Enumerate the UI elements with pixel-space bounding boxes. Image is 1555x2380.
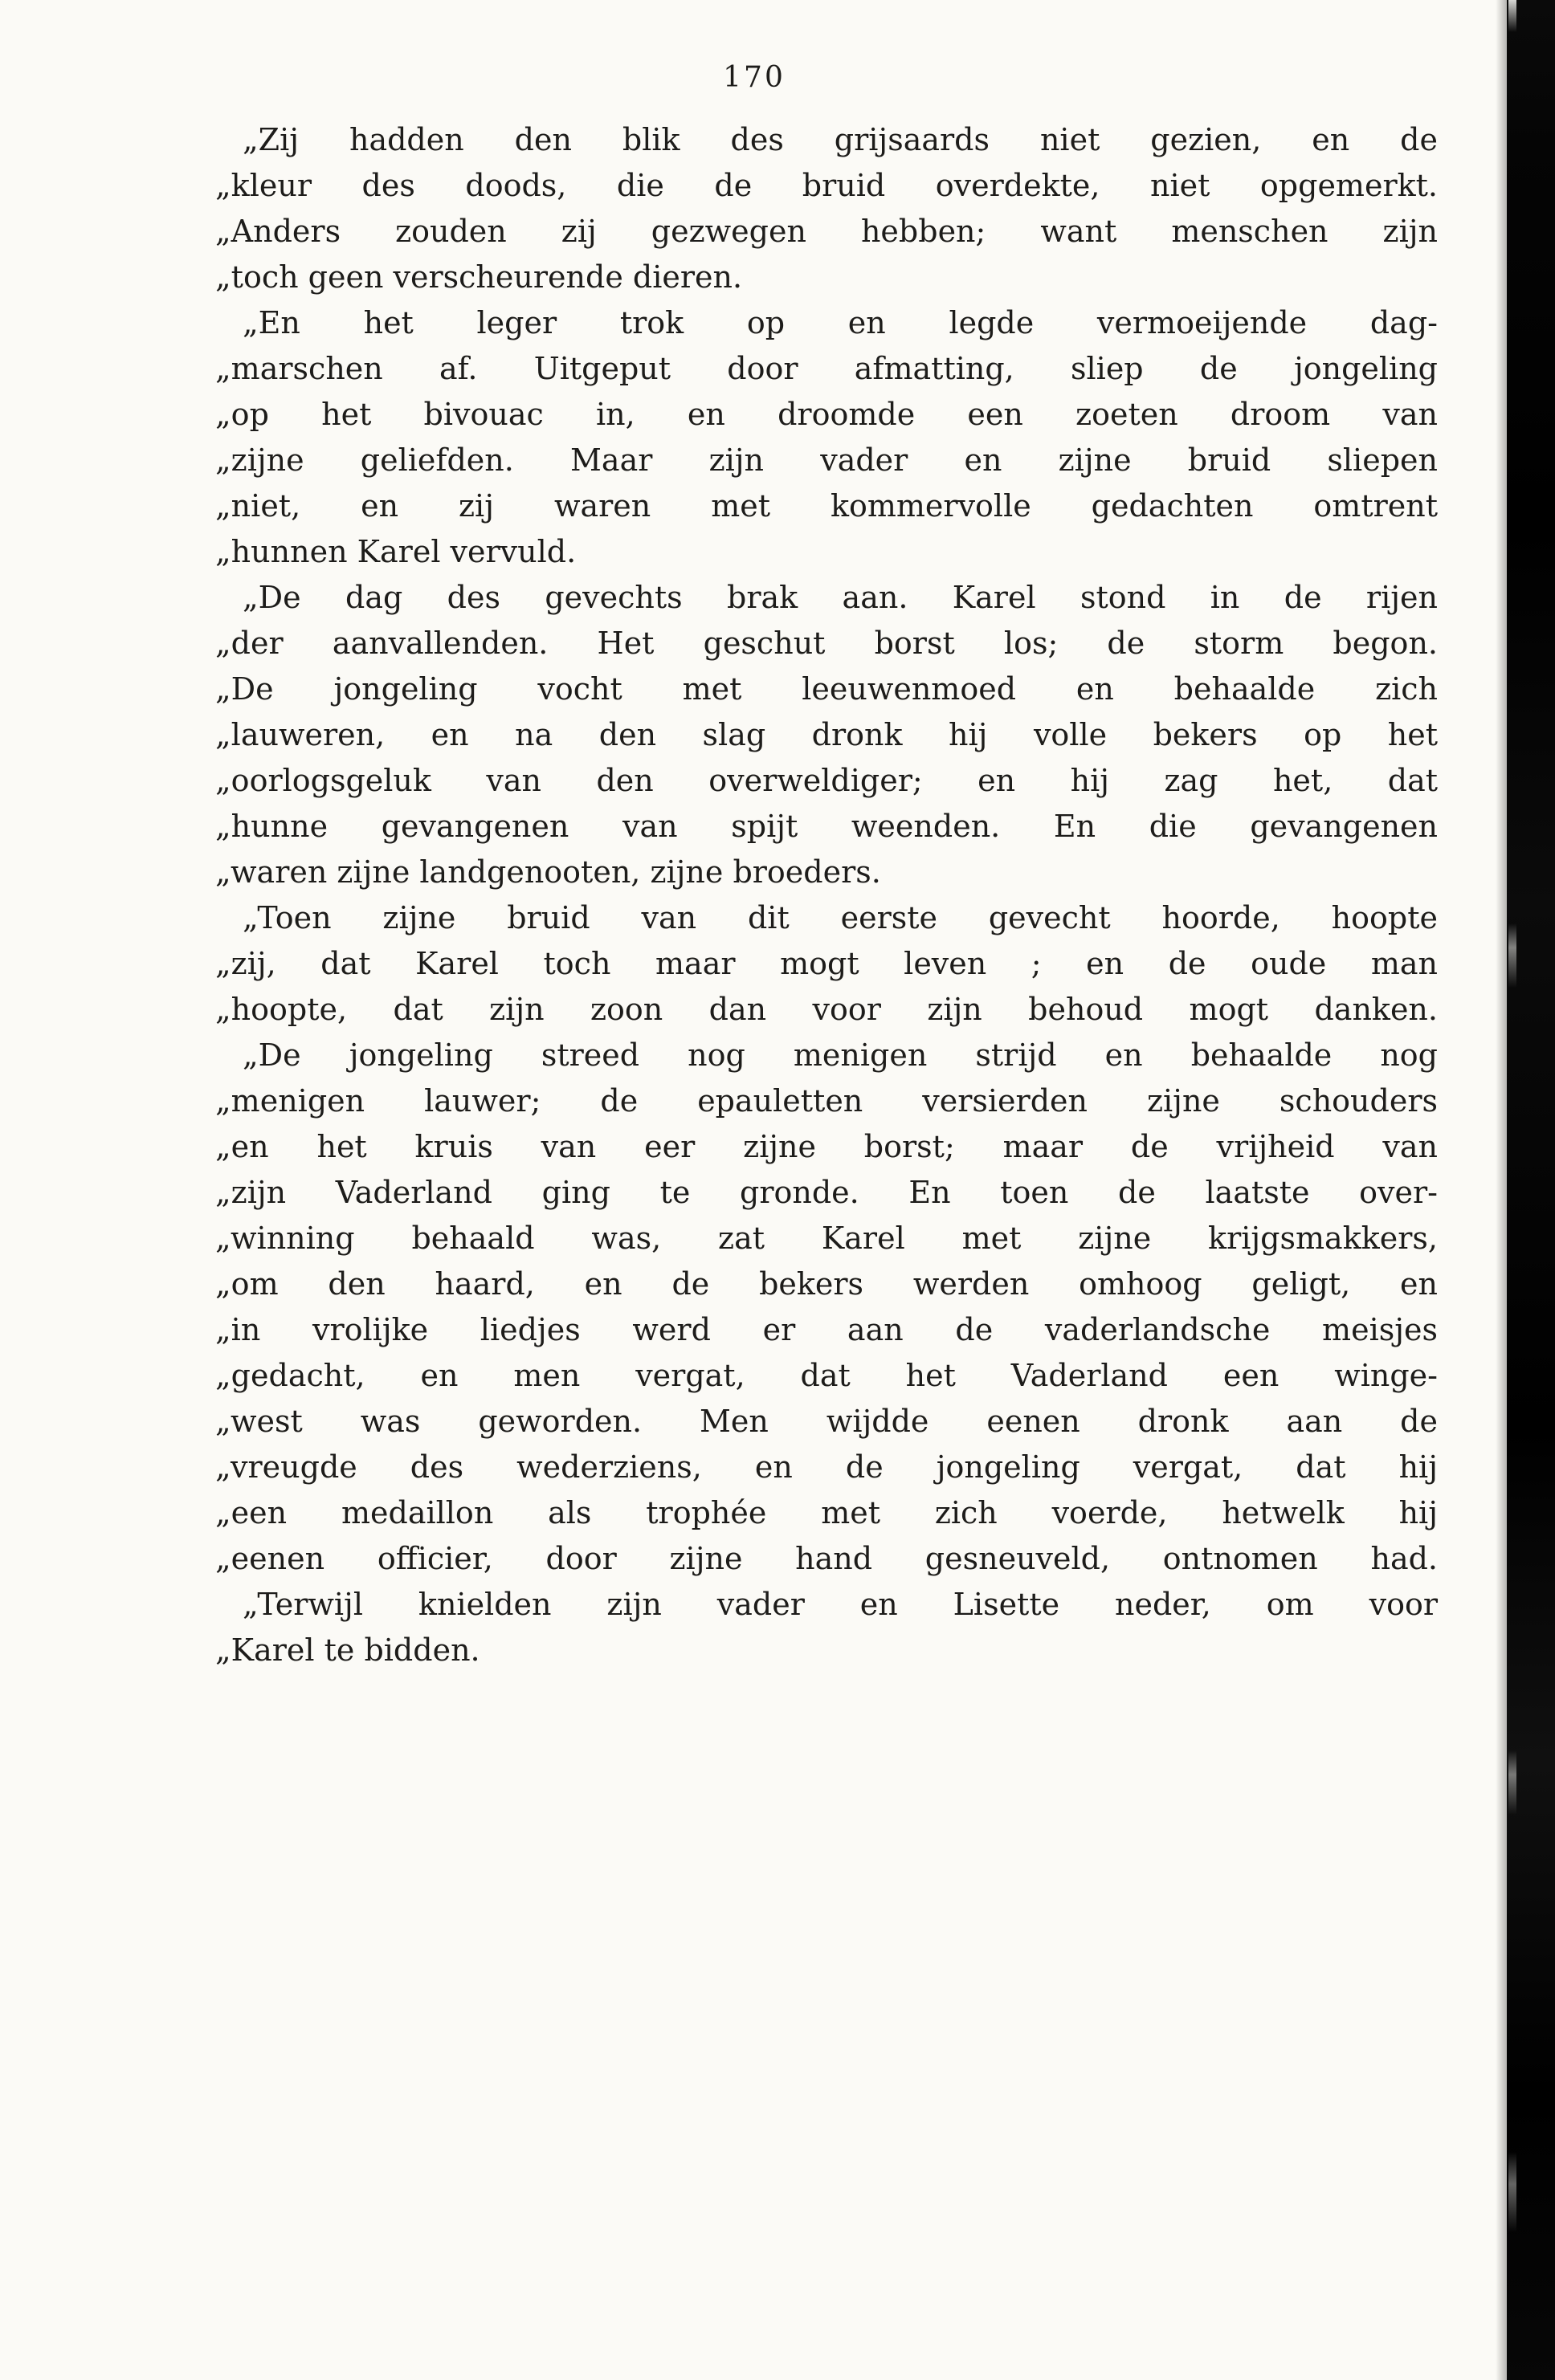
page-number: 170 xyxy=(723,61,786,94)
text-line: „De jongeling vocht met leeuwenmoed en behaalde zich xyxy=(215,671,1438,707)
text-line: „De dag des gevechts brak aan. Karel stond in de rijen xyxy=(243,580,1438,615)
text-line: „hunne gevangenen van spijt weenden. En die gevangenen xyxy=(215,809,1438,844)
paragraph xyxy=(215,1033,1438,1582)
text-line: „Toen zijne bruid van dit eerste gevecht hoorde, hoopte xyxy=(243,900,1438,935)
text-line: „menigen lauwer; de epauletten versierden zijne schouders xyxy=(215,1083,1438,1119)
text-line: „niet, en zij waren met kommervolle gedachten omtrent xyxy=(215,488,1438,524)
text-line: „om den haard, en de bekers werden omhoog geligt, en xyxy=(215,1266,1438,1302)
paragraph xyxy=(215,1582,1438,1673)
paragraph xyxy=(215,575,1438,895)
text-line: „winning behaald was, zat Karel met zijne krijgsmakkers, xyxy=(215,1221,1438,1256)
text-line: „hoopte, dat zijn zoon dan voor zijn behoud mogt danken. xyxy=(215,992,1438,1027)
text-line: „eenen officier, door zijne hand gesneuveld, ontnomen had. xyxy=(215,1541,1438,1576)
text-line: „lauweren, en na den slag dronk hij volle bekers op het xyxy=(215,717,1438,752)
text-line: „Terwijl knielden zijn vader en Lisette neder, om voor xyxy=(243,1587,1438,1622)
text-line: „De jongeling streed nog menigen strijd en behaalde nog xyxy=(243,1037,1438,1073)
text-line: „Karel te bidden. xyxy=(215,1632,480,1668)
text-line: „En het leger trok op en legde vermoeijende dag- xyxy=(243,305,1438,340)
paragraph xyxy=(215,117,1438,300)
paragraph xyxy=(215,300,1438,575)
text-line: „Anders zouden zij gezwegen hebben; want menschen zijn xyxy=(215,214,1438,249)
text-line: „een medaillon als trophée met zich voerde, hetwelk hij xyxy=(215,1495,1438,1530)
text-line: „zijne geliefden. Maar zijn vader en zijne bruid sliepen xyxy=(215,442,1438,478)
text-line: „kleur des doods, die de bruid overdekte, niet opgemerkt. xyxy=(215,168,1438,203)
text-line: „der aanvallenden. Het geschut borst los; de storm begon. xyxy=(215,626,1438,661)
text-line: „zijn Vaderland ging te gronde. En toen de laatste over- xyxy=(215,1175,1438,1210)
text-line: „waren zijne landgenooten, zijne broeders. xyxy=(215,854,881,890)
text-line: „in vrolijke liedjes werd er aan de vaderlandsche meisjes xyxy=(215,1312,1438,1347)
text-line: „west was geworden. Men wijdde eenen dronk aan de xyxy=(215,1404,1438,1439)
paragraph xyxy=(215,895,1438,1033)
book-edge-shadow xyxy=(1507,0,1555,2380)
text-line: „hunnen Karel vervuld. xyxy=(215,534,577,569)
text-line: „vreugde des wederziens, en de jongeling vergat, dat hij xyxy=(215,1449,1438,1485)
text-line: „gedacht, en men vergat, dat het Vaderland een winge- xyxy=(215,1358,1438,1393)
text-line: „marschen af. Uitgeput door afmatting, sliep de jongeling xyxy=(215,351,1438,386)
text-line: „toch geen verscheurende dieren. xyxy=(215,259,743,295)
text-line: „oorlogsgeluk van den overweldiger; en hij zag het, dat xyxy=(215,763,1438,798)
text-line: „op het bivouac in, en droomde een zoeten droom van xyxy=(215,397,1438,432)
text-line: „en het kruis van eer zijne borst; maar de vrijheid van xyxy=(215,1129,1438,1164)
text-line: „zij, dat Karel toch maar mogt leven ; en de oude man xyxy=(215,946,1438,981)
text-block xyxy=(215,117,1438,1673)
text-line: „Zij hadden den blik des grijsaards niet gezien, en de xyxy=(243,122,1438,157)
